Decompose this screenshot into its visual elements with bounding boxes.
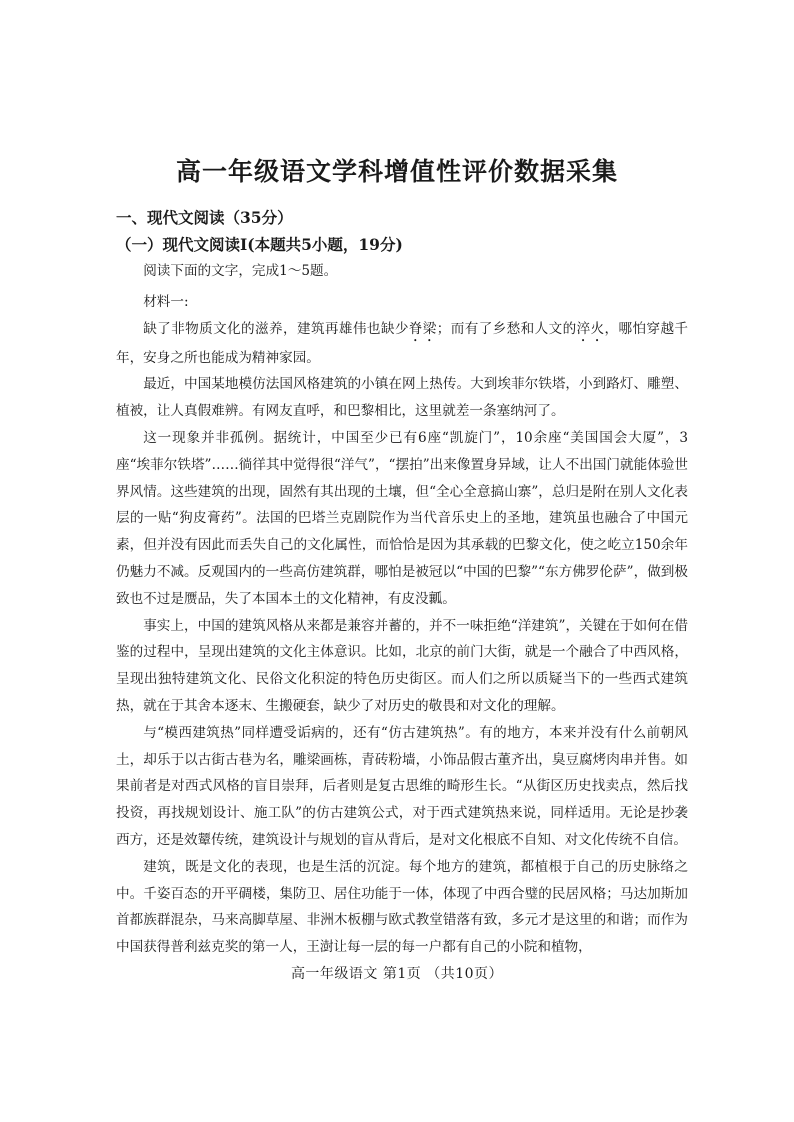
paragraph-3: 这一现象并非孤例。据统计，中国至少已有6座“凯旋门”，10余座“美国国会大厦”，3座“埃菲尔铁塔”……徜徉其中觉得很“洋气”，“摆拍”出来像置身异域，让人不出国门就能体验世界风情。这些建筑的出现，固然有其出现的土壤，但“全心全意搞山寨”，总归是附在别人文化表层的一贴“狗皮膏药”。法国的巴塔兰克剧院作为当代音乐史上的圣地，建筑虽也融合了中国元素，但并没有因此而丢失自己的文化属性，而恰恰是因为其承载的巴黎文化，使之屹立150余年仍魅力不减。反观国内的一些高仿建筑群，哪怕是被冠以“中国的巴黎”“东方佛罗伦萨”，做到极致也不过是赝品，失了本国本土的文化精神，有皮没瓤。 [116,429,688,607]
reading-passage [116,258,688,961]
paragraph-4: 事实上，中国的建筑风格从来都是兼容并蓄的，并不一味拒绝“洋建筑”，关键在于如何在借鉴的过程中，呈现出建筑的文化主体意识。比如，北京的前门大街，就是一个融合了中西风格，呈现出独特建筑文化、民俗文化积淀的特色历史街区。而人们之所以质疑当下的一些西式建筑热，就在于其舍本逐末、生搬硬套，缺少了对历史的敬畏和对文化的理解。 [116,617,688,714]
paragraph-6: 建筑，既是文化的表现，也是生活的沉淀。每个地方的建筑，都植根于自己的历史脉络之中。千姿百态的开平碉楼，集防卫、居住功能于一体，体现了中西合璧的民居风格；马达加斯加首都族群混杂，马来高脚草屋、非洲木板棚与欧式教堂错落有致，多元才是这里的和谐；而作为中国获得普利兹克奖的第一人，王澍让每一层的每一户都有自己的小院和植物， [116,858,688,956]
paragraph-1-part: ；而有了乡愁和人文的 [436,320,577,337]
paragraph-1 [116,316,688,372]
paragraph-2: 最近，中国某地模仿法国风格建筑的小镇在网上热传。大到埃菲尔铁塔，小到路灯、雕塑、植被，让人真假难辨。有网友直呼，和巴黎相比，这里就差一条塞纳河了。 [116,376,688,420]
paragraph-1-part: ，哪怕穿越千年，安身之所也能成为精神家园。 [116,320,689,366]
material-label: 材料一: [143,293,189,310]
subsection-heading: （一）现代文阅读Ⅰ(本题共5小题，19分) [116,235,403,254]
emphasized-word: 淬火 [576,320,605,337]
paragraph-1-part: 缺了非物质文化的滋养，建筑再雄伟也缺少 [143,320,409,337]
paragraph-5: 与“模西建筑热”同样遭受诟病的，还有“仿古建筑热”。有的地方，本来并没有什么前朝风土，却乐于以古街古巷为名，雕梁画栋，青砖粉墙，小饰品假古董齐出，臭豆腐烤肉串并售。如果前者是对西式风格的盲目崇拜，后者则是复古思维的畸形生长。“从街区历史找卖点，然后找投资，再找规划设计、施工队”的仿古建筑公式，对于西式建筑热来说，同样适用。无论是抄袭西方，还是效颦传统，建筑设计与规划的盲从背后，是对文化根底不自知、对文化传统不自信。 [116,724,688,848]
page-footer: 高一年级语文 第1页 （共10页） [290,966,504,982]
page-title: 高一年级语文学科增值性评价数据采集 [175,157,618,186]
instruction-text: 阅读下面的文字，完成1～5题。 [143,263,338,279]
emphasized-word: 脊梁 [408,320,437,337]
section-heading: 一、现代文阅读（35分） [116,208,293,227]
